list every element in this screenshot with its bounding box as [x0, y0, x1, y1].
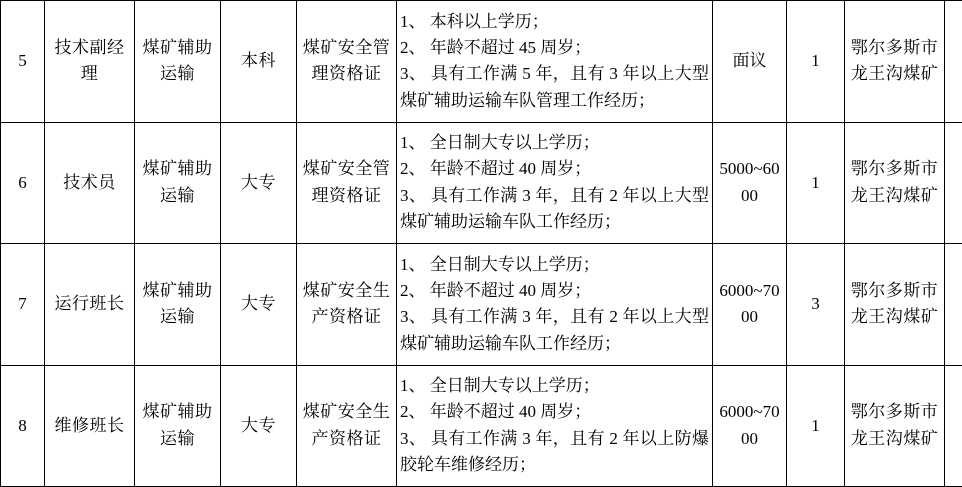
requirement-line: 2、 年龄不超过 40 周岁；	[400, 402, 592, 422]
cell-department: 煤矿辅助运输	[135, 1, 221, 123]
requirement-line: 1、 全日制大专以上学历；	[400, 254, 600, 274]
cell-location: 鄂尔多斯市龙王沟煤矿	[845, 122, 945, 244]
requirement-line: 1、 全日制大专以上学历；	[400, 376, 600, 396]
cell-headcount: 1	[787, 365, 845, 487]
cell-requirements	[397, 122, 713, 244]
cell-position: 技术员	[45, 122, 135, 244]
cell-spacer	[945, 1, 962, 123]
table-row	[1, 244, 962, 366]
cell-department: 煤矿辅助运输	[135, 365, 221, 487]
cell-requirements	[397, 365, 713, 487]
cell-headcount: 3	[787, 244, 845, 366]
requirement-line: 2、 年龄不超过 40 周岁；	[400, 159, 592, 179]
cell-certificate: 煤矿安全管理资格证	[297, 122, 397, 244]
cell-education: 大专	[221, 122, 297, 244]
cell-location: 鄂尔多斯市龙王沟煤矿	[845, 244, 945, 366]
table-row	[1, 365, 962, 487]
cell-requirements	[397, 244, 713, 366]
cell-department: 煤矿辅助运输	[135, 244, 221, 366]
cell-headcount: 1	[787, 1, 845, 123]
requirement-line: 1、 全日制大专以上学历；	[400, 133, 600, 153]
cell-position: 运行班长	[45, 244, 135, 366]
cell-salary: 5000~6000	[713, 122, 787, 244]
requirement-line: 3、 具有工作满 3 年，且有 2 年以上大型煤矿辅助运输车队工作经历；	[400, 307, 709, 353]
cell-position: 技术副经理	[45, 1, 135, 123]
table-row	[1, 122, 962, 244]
cell-spacer	[945, 122, 962, 244]
cell-requirements	[397, 1, 713, 123]
cell-certificate: 煤矿安全管理资格证	[297, 1, 397, 123]
requirement-line: 3、 具有工作满 3 年，且有 2 年以上大型煤矿辅助运输车队工作经历；	[400, 185, 709, 232]
cell-certificate: 煤矿安全生产资格证	[297, 365, 397, 487]
cell-department: 煤矿辅助运输	[135, 122, 221, 244]
cell-certificate: 煤矿安全生产资格证	[297, 244, 397, 366]
cell-education: 本科	[221, 1, 297, 123]
cell-headcount: 1	[787, 122, 845, 244]
requirement-line: 2、 年龄不超过 45 周岁；	[400, 37, 592, 57]
cell-spacer	[945, 244, 962, 366]
cell-salary: 面议	[713, 1, 787, 123]
requirement-line: 1、 本科以上学历；	[400, 11, 549, 31]
table-row	[1, 1, 962, 123]
cell-spacer	[945, 365, 962, 487]
cell-location: 鄂尔多斯市龙王沟煤矿	[845, 365, 945, 487]
cell-index: 7	[1, 244, 45, 366]
cell-location: 鄂尔多斯市龙王沟煤矿	[845, 1, 945, 123]
requirement-line: 2、 年龄不超过 40 周岁；	[400, 280, 592, 300]
requirement-line: 3、 具有工作满 5 年，且有 3 年以上大型煤矿辅助运输车队管理工作经历；	[400, 64, 709, 110]
requirement-line: 3、 具有工作满 3 年，且有 2 年以上防爆胶轮车维修经历；	[400, 428, 709, 475]
cell-index: 6	[1, 122, 45, 244]
cell-education: 大专	[221, 365, 297, 487]
cell-index: 5	[1, 1, 45, 123]
cell-salary: 6000~7000	[713, 244, 787, 366]
cell-index: 8	[1, 365, 45, 487]
cell-education: 大专	[221, 244, 297, 366]
cell-salary: 6000~7000	[713, 365, 787, 487]
cell-position: 维修班长	[45, 365, 135, 487]
